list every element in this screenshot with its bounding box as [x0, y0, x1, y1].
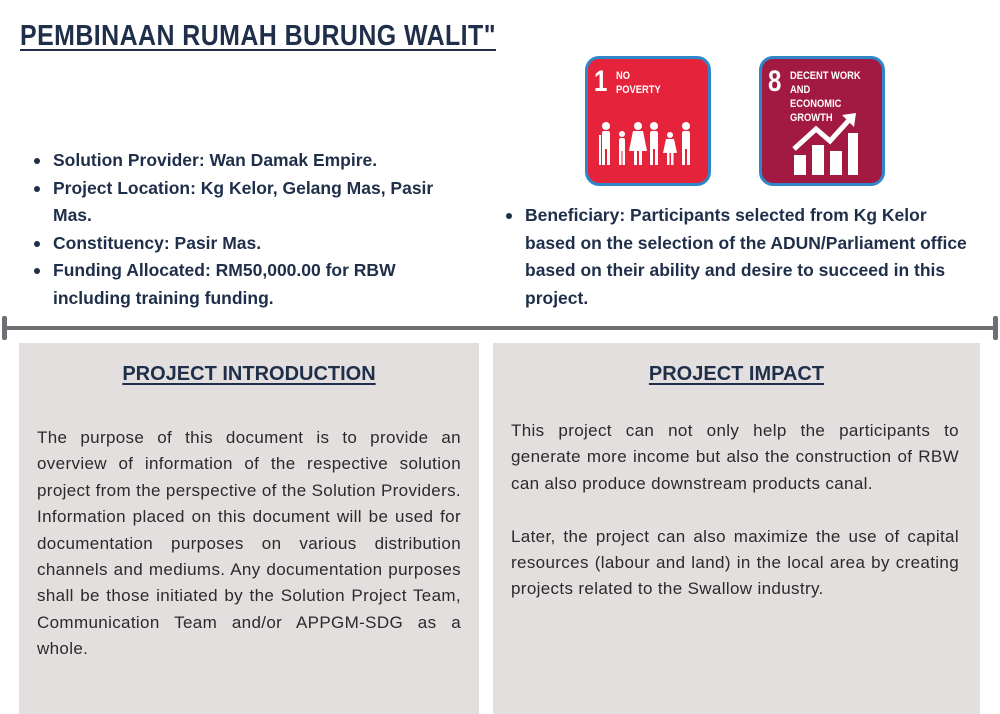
page-title: PEMBINAAN RUMAH BURUNG WALIT": [20, 20, 496, 52]
sdg-label: NO POVERTY: [616, 70, 661, 96]
list-item: Constituency: Pasir Mas.: [26, 230, 446, 258]
growth-chart-icon: [790, 111, 860, 177]
list-item: Funding Allocated: RM50,000.00 for RBW including training funding.: [26, 257, 446, 312]
divider-cap-right: [993, 316, 998, 340]
divider: [4, 326, 996, 330]
sdg-number: 1: [594, 65, 608, 98]
sdg-1-badge: [585, 56, 711, 186]
list-item: Beneficiary: Participants selected from Kg Kelor based on the selection of the ADUN/Parliament office based on their ability and desire to succeed in this project.: [498, 202, 978, 312]
panel-body: This project can not only help the participants to generate more income but also the construction of RBW can also produce downstream products canal. Later, the project can also maximize the use of capital resources (labour and land) in the local area by creating projects related to the Swallow industry.: [511, 421, 959, 599]
sdg-number: 8: [768, 65, 782, 98]
panel-heading: PROJECT INTRODUCTION: [122, 363, 376, 385]
family-icon: [598, 121, 698, 171]
project-impact-panel: [493, 343, 980, 714]
beneficiary-list: [498, 202, 978, 312]
sdg-8-badge: [759, 56, 885, 186]
project-details-list: [26, 147, 446, 312]
list-item: Solution Provider: Wan Damak Empire.: [26, 147, 446, 175]
project-introduction-panel: [19, 343, 479, 714]
panel-body: The purpose of this document is to provide an overview of information of the respective solution project from the perspective of the Solution Providers. Information placed on this document will be used for documentation purposes on various distribution channels and mediums. Any documentation purposes shall be those initiated by the Solution Project Team, Communication Team and/or APPGM-SDG as a whole.: [37, 428, 461, 659]
list-item: Project Location: Kg Kelor, Gelang Mas, Pasir Mas.: [26, 175, 446, 230]
panel-heading: PROJECT IMPACT: [648, 363, 825, 385]
sdg-label: DECENT WORK AND ECONOMIC GROWTH: [790, 70, 861, 124]
